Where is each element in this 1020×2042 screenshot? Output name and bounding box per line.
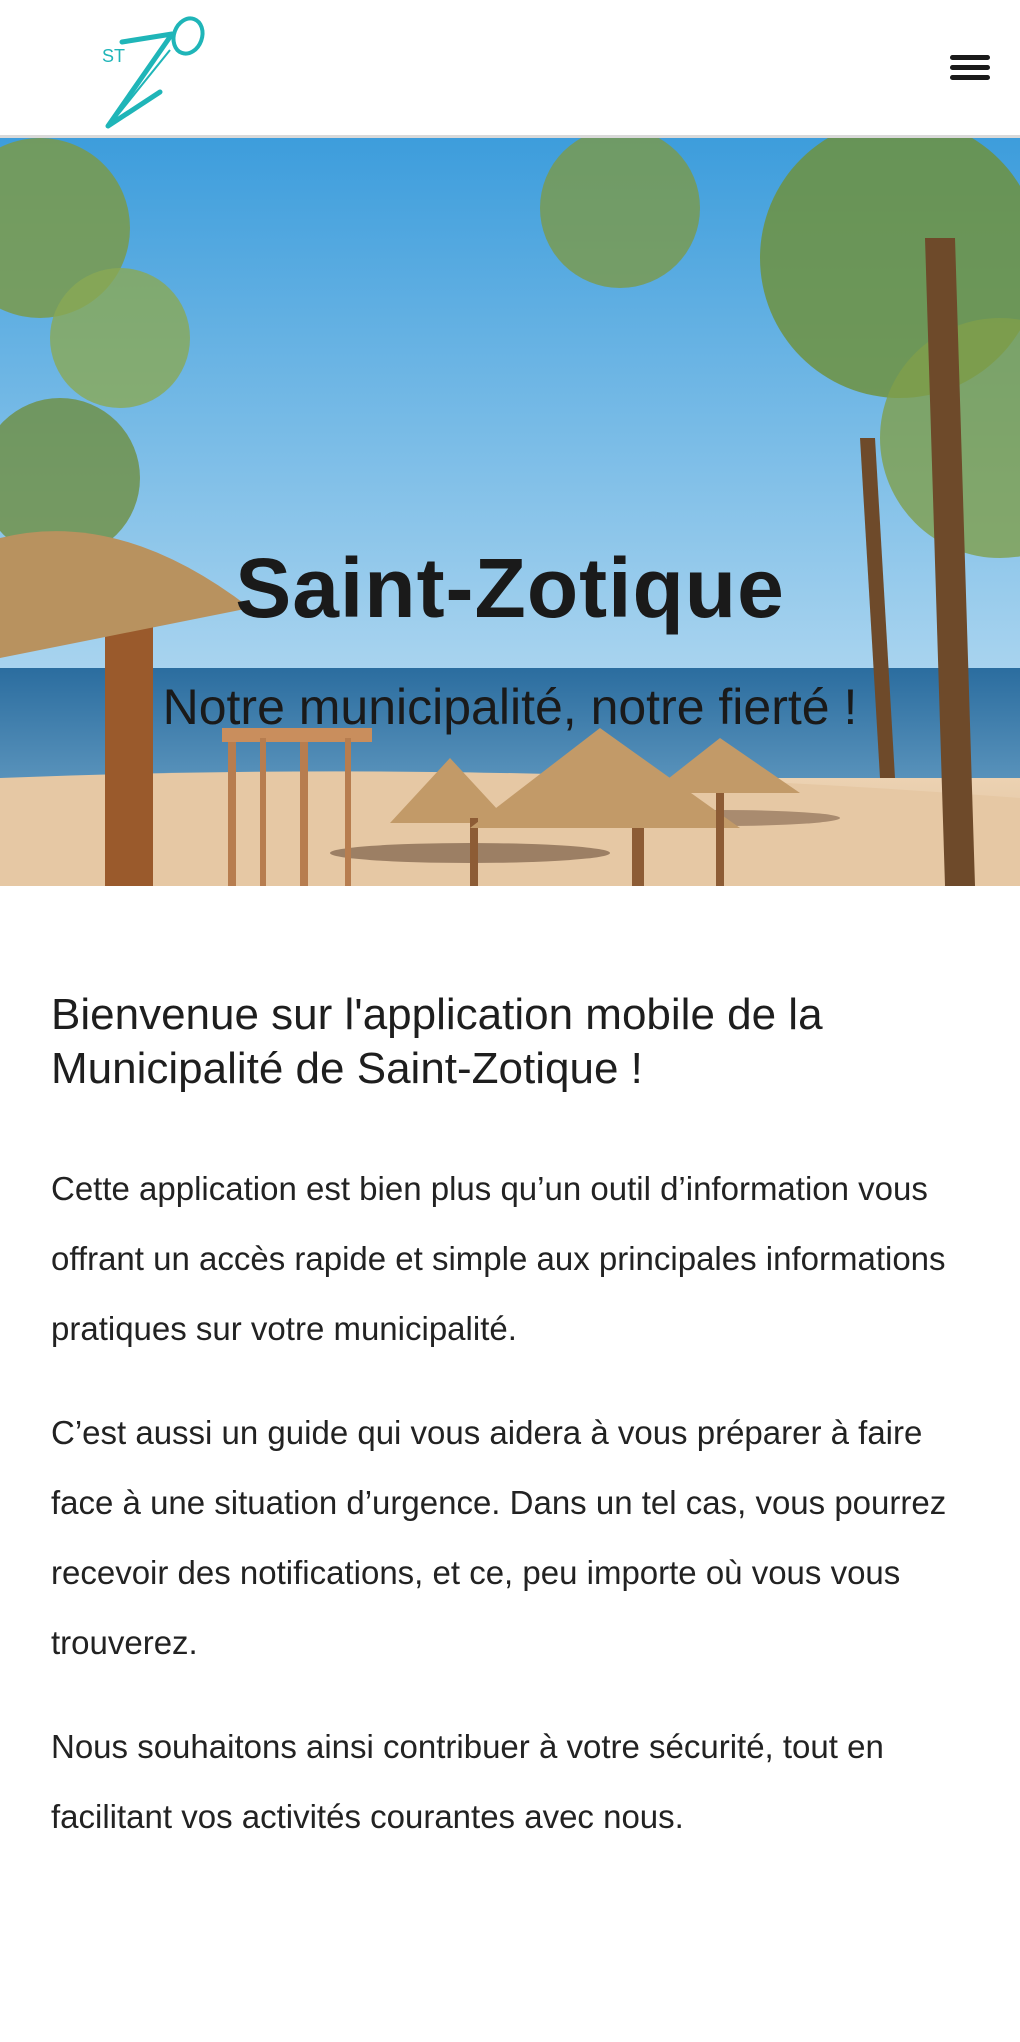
st-zo-logo[interactable] [100,10,215,130]
beach-background-image [0,138,1020,886]
logo-st-text: ST [102,46,126,66]
security-paragraph: Nous souhaitons ainsi contribuer à votre sécurité, tout en facilitant vos activités courantes avec nous. [51,1728,884,1835]
welcome-heading: Bienvenue sur l'application mobile de la Municipalité de Saint-Zotique ! [51,990,823,1093]
emergency-paragraph: C’est aussi un guide qui vous aidera à vous préparer à faire face à une situation d’urgence. Dans un tel cas, vous pourrez recevoir des notifications, et ce, peu importe où vous vous trouverez. [51,1414,947,1661]
app-header [0,0,1020,138]
hero-banner [0,138,1020,886]
main-content [0,988,1020,1852]
hamburger-menu-icon[interactable] [948,50,992,90]
hero-subtitle: Notre municipalité, notre fierté ! [162,679,858,735]
hero-title: Saint-Zotique [235,541,785,635]
intro-paragraph: Cette application est bien plus qu’un outil d’information vous offrant un accès rapide et simple aux principales informations pratiques sur votre municipalité. [51,1170,946,1347]
